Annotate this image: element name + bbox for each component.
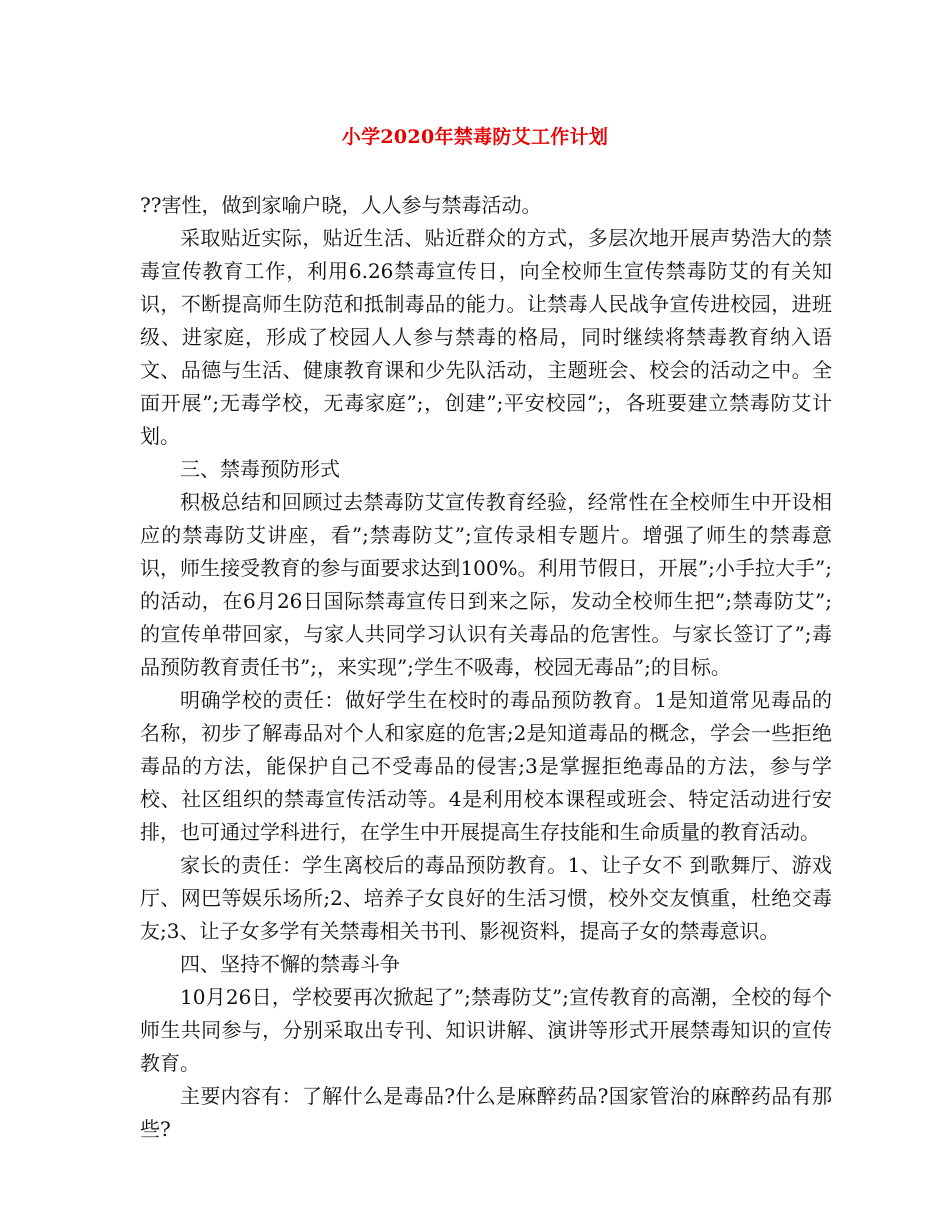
paragraph-parent-responsibility: 家长的责任：学生离校后的毒品预防教育。1、让子女不 到歌舞厅、游戏厅、网巴等娱乐场所;2、培养子女良好的生活习惯，校外交友慎重，杜绝交毒友;3、让子女多学有关禁毒相关书刊、影视资料，提高子女的禁毒意识。 bbox=[140, 853, 832, 943]
paragraph-propaganda-methods: 采取贴近实际，贴近生活、贴近群众的方式，多层次地开展声势浩大的禁毒宣传教育工作，利用6.26禁毒宣传日，向全校师生宣传禁毒防艾的有关知识，不断提高师生防范和抵制毒品的能力。让禁毒人民战争宣传进校园，进班级、进家庭，形成了校园人人参与禁毒的格局，同时继续将禁毒教育纳入语文、品德与生活、健康教育课和少先队活动，主题班会、校会的活动之中。全面开展”;无毒学校，无毒家庭”;，创建”;平安校园”;，各班要建立禁毒防艾计划。 bbox=[140, 226, 832, 448]
document-title: 小学2020年禁毒防艾工作计划 bbox=[341, 126, 609, 148]
paragraph-prevention-forms: 积极总结和回顾过去禁毒防艾宣传教育经验，经常性在全校师生中开设相应的禁毒防艾讲座，看”;禁毒防艾”;宣传录相专题片。增强了师生的禁毒意识，师生接受教育的参与面要求达到100%。利用节假日，开展”;小手拉大手”;的活动，在6月26日国际禁毒宣传日到来之际，发动全校师生把”;禁毒防艾”;的宣传单带回家，与家人共同学习认识有关毒品的危害性。与家长签订了”;毒品预防教育责任书”;，来实现”;学生不吸毒，校园无毒品”;的目标。 bbox=[140, 490, 832, 679]
paragraph-school-responsibility: 明确学校的责任：做好学生在校时的毒品预防教育。1是知道常见毒品的名称，初步了解毒品对个人和家庭的危害;2是知道毒品的概念，学会一些拒绝毒品的方法，能保护自己不受毒品的侵害;3是掌握拒绝毒品的方法，参与学校、社区组织的禁毒宣传活动等。4是利用校本课程或班会、特定活动进行安排，也可通过学科进行，在学生中开展提高生存技能和生命质量的教育活动。 bbox=[140, 688, 832, 844]
paragraph-october-campaign: 10月26日，学校要再次掀起了”;禁毒防艾”;宣传教育的高潮，全校的每个师生共同参与，分别采取出专刊、知识讲解、演讲等形式开展禁毒知识的宣传教育。 bbox=[140, 985, 832, 1075]
paragraph-main-content: 主要内容有：了解什么是毒品?什么是麻醉药品?国家管治的麻醉药品有那些? bbox=[140, 1084, 832, 1141]
paragraph-continuation: ??害性，做到家喻户晓，人人参与禁毒活动。 bbox=[140, 193, 542, 217]
section-heading-persistent-struggle: 四、坚持不懈的禁毒斗争 bbox=[180, 952, 400, 976]
document-body bbox=[140, 189, 832, 1146]
section-heading-prevention-forms: 三、禁毒预防形式 bbox=[180, 457, 340, 481]
